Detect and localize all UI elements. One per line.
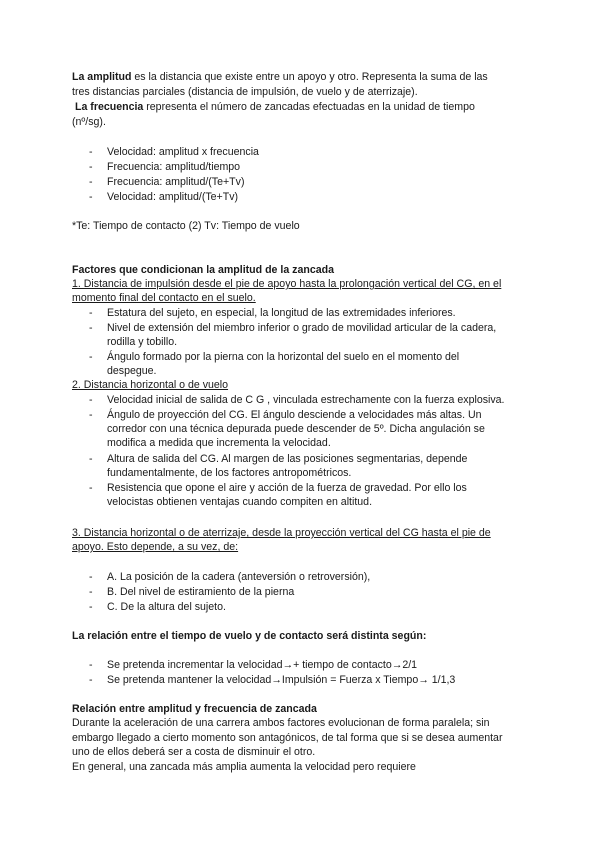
list-dash: -: [89, 409, 93, 421]
list-dash: -: [89, 307, 93, 319]
list-dash: -: [89, 659, 93, 671]
section-3-line-1: 3. Distancia horizontal o de aterrizaje, desde la proyección vertical del CG hasta el pie de: [72, 527, 491, 539]
formula-item: Frecuencia: amplitud/tiempo: [107, 161, 241, 173]
section-3-item: B. Del nivel de estiramiento de la pierna: [107, 586, 295, 598]
paragraph-line: Durante la aceleración de una carrera ambos factores evolucionan de forma paralela; sin: [72, 717, 490, 729]
list-dash: -: [89, 394, 93, 406]
section-2-heading: 2. Distancia horizontal o de vuelo: [72, 379, 229, 391]
list-dash: -: [89, 146, 93, 158]
factores-heading: Factores que condicionan la amplitud de la zancada: [72, 264, 334, 276]
amplitud-definition-text: es la distancia que existe entre un apoyo y otro. Representa la suma de las: [131, 71, 488, 83]
list-dash: -: [89, 453, 93, 465]
section-2-bullet: Ángulo de proyección del CG. El ángulo desciende a velocidades más altas. Un: [107, 409, 482, 421]
section-2-bullet-cont: fundamentalmente, de los factores antropométricos.: [107, 467, 352, 479]
paragraph-line: embargo llegado a cierto momento son antagónicos, de tal forma que si se desea aumentar: [72, 732, 503, 744]
section-1-line-1: 1. Distancia de impulsión desde el pie de apoyo hasta la prolongación vertical del CG, en el: [72, 278, 502, 290]
formula-item: Velocidad: amplitud x frecuencia: [107, 146, 259, 158]
list-dash: -: [89, 176, 93, 188]
section-3-item: C. De la altura del sujeto.: [107, 601, 226, 613]
section-1-bullet: Nivel de extensión del miembro inferior o grado de movilidad articular de la cadera,: [107, 322, 497, 334]
paragraph-line: uno de ellos deberá ser a costa de disminuir el otro.: [72, 746, 316, 758]
section-2-bullet-cont: velocistas obtienen ventajas cuando compiten en altitud.: [107, 496, 373, 508]
section-1-line-2: momento final del contacto en el suelo.: [72, 292, 256, 304]
section-2-bullet-cont: modifica a medida que incrementa la velocidad.: [107, 437, 331, 449]
frecuencia-term: La frecuencia: [75, 101, 144, 113]
relacion-item: Se pretenda mantener la velocidad→Impulsión = Fuerza x Tiempo→ 1/1,3: [107, 674, 456, 686]
list-dash: -: [89, 674, 93, 686]
relacion-item: Se pretenda incrementar la velocidad→+ tiempo de contacto→2/1: [107, 659, 418, 671]
amplitud-term: La amplitud: [72, 71, 132, 83]
list-dash: -: [89, 601, 93, 613]
list-dash: -: [89, 586, 93, 598]
section-2-bullet-cont: corredor con una técnica depurada puede descender de 5º. Dicha angulación se: [107, 423, 485, 435]
frecuencia-definition-text: representa el número de zancadas efectuadas en la unidad de tiempo: [143, 101, 475, 113]
list-dash: -: [89, 571, 93, 583]
relacion-heading: La relación entre el tiempo de vuelo y de contacto será distinta según:: [72, 630, 427, 642]
paragraph-line: En general, una zancada más amplia aumenta la velocidad pero requiere: [72, 761, 416, 773]
formula-item: Velocidad: amplitud/(Te+Tv): [107, 191, 239, 203]
amplitud-frecuencia-heading: Relación entre amplitud y frecuencia de zancada: [72, 703, 317, 715]
list-dash: -: [89, 161, 93, 173]
list-dash: -: [89, 351, 93, 363]
section-1-bullet: Estatura del sujeto, en especial, la longitud de las extremidades inferiores.: [107, 307, 456, 319]
footnote: *Te: Tiempo de contacto (2) Tv: Tiempo de vuelo: [72, 220, 300, 232]
list-dash: -: [89, 191, 93, 203]
section-1-bullet-cont: despegue.: [107, 365, 157, 377]
section-1-bullet: Ángulo formado por la pierna con la horizontal del suelo en el momento del: [107, 351, 460, 363]
formula-item: Frecuencia: amplitud/(Te+Tv): [107, 176, 245, 188]
section-2-bullet: Altura de salida del CG. Al margen de las posiciones segmentarias, depende: [107, 453, 468, 465]
frecuencia-definition-line-2: (nº/sg).: [72, 116, 106, 128]
amplitud-definition-line-2: tres distancias parciales (distancia de impulsión, de vuelo y de aterrizaje).: [72, 86, 418, 98]
section-3-line-2: apoyo. Esto depende, a su vez, de:: [72, 541, 239, 553]
amplitud-definition-line-1: [72, 71, 488, 84]
section-2-bullet: Velocidad inicial de salida de C G , vinculada estrechamente con la fuerza explosiva.: [107, 394, 505, 406]
section-2-bullet: Resistencia que opone el aire y acción de la fuerza de gravedad. Por ello los: [107, 482, 467, 494]
frecuencia-definition-line-1: [75, 101, 475, 114]
section-3-item: A. La posición de la cadera (anteversión o retroversión),: [107, 571, 371, 583]
section-1-bullet-cont: rodilla y tobillo.: [107, 336, 178, 348]
list-dash: -: [89, 322, 93, 334]
list-dash: -: [89, 482, 93, 494]
